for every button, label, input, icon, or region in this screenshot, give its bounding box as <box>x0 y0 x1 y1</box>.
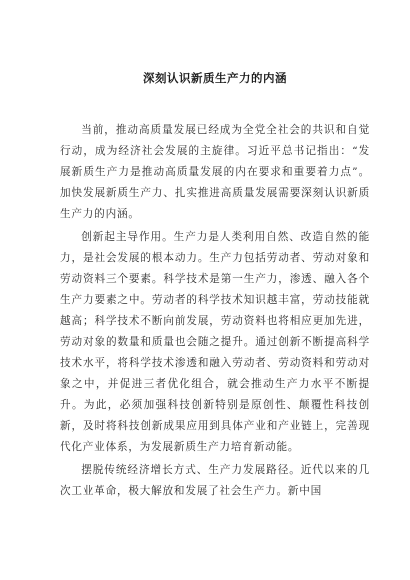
paragraph-3: 摆脱传统经济增长方式、生产力发展路径。近代以来的几次工业革命，极大解放和发展了社会生产力。新中国 <box>60 464 370 497</box>
paragraph-1: 当前，推动高质量发展已经成为全党全社会的共识和自觉行动，成为经济社会发展的主旋律。习近平总书记指出：“发展新质生产力是推动高质量发展的内在要求和重要着力点”。加快发展新质生产力、扎实推进高质量发展需要深刻认识新质生产力的内涵。 <box>60 124 370 220</box>
paragraph-2: 创新起主导作用。生产力是人类利用自然、改造自然的能力，是社会发展的根本动力。生产力包括劳动者、劳动对象和劳动资料三个要素。科学技术是第一生产力，渗透、融入各个生产力要素之中。劳动者的科学技术知识越丰富，劳动技能就越高；科学技术不断向前发展，劳动资料也将相应更加先进，劳动对象的数量和质量也会随之提升。通过创新不断提高科学技术水平，将科学技术渗透和融入劳动者、劳动资料和劳动对象之中，并促进三者优化组合，就会推动生产力水平不断提升。为此，必须加强科技创新特别是原创性、颠覆性科技创新，及时将科技创新成果应用到具体产业和产业链上，完善现代化产业体系，为发展新质生产力培育新动能。 <box>60 231 370 453</box>
document-title: 深刻认识新质生产力的内涵 <box>143 71 287 85</box>
